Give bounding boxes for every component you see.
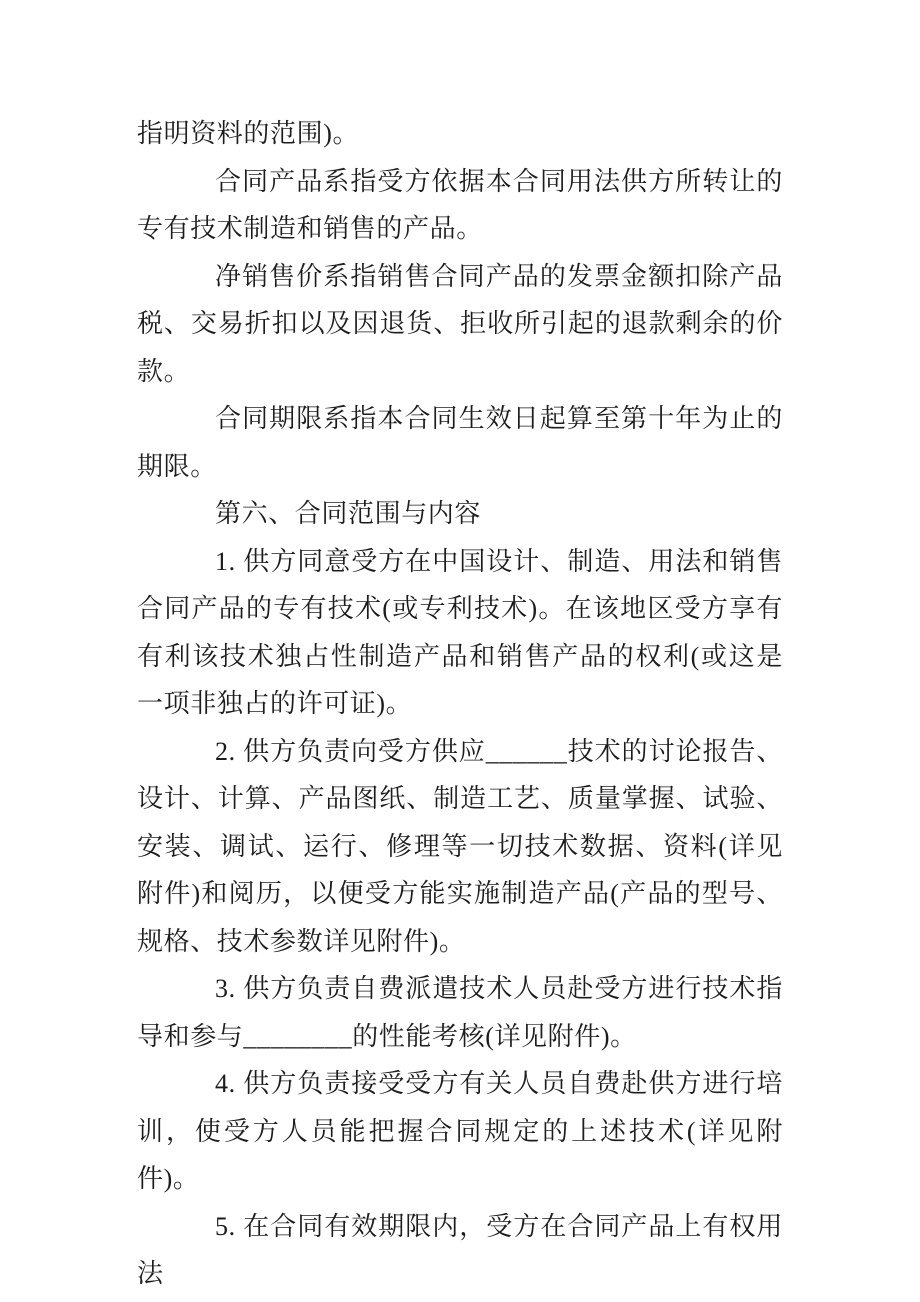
clause-5-partial: 5. 在合同有效期限内，受方在合同产品上有权用法 xyxy=(137,1211,783,1288)
definition-net-selling-price: 净销售价系指销售合同产品的发票金额扣除产品税、交易折扣以及因退货、拒收所引起的退款剩余的价款。 xyxy=(137,261,783,386)
contract-text xyxy=(137,110,783,1298)
clause-2: 2. 供方负责向受方供应______技术的讨论报告、设计、计算、产品图纸、制造工艺、质量掌握、试验、安装、调试、运行、修理等一切技术数据、资料(详见附件)和阅历，以便受方能实施制造产品(产品的型号、规格、技术参数详见附件)。 xyxy=(137,736,783,956)
clause-1: 1. 供方同意受方在中国设计、制造、用法和销售合同产品的专有技术(或专利技术)。在该地区受方享有有利该技术独占性制造产品和销售产品的权利(或这是一项非独占的许可证)。 xyxy=(137,546,783,718)
clause-3: 3. 供方负责自费派遣技术人员赴受方进行技术指导和参与________的性能考核(详见附件)。 xyxy=(137,974,783,1051)
section-heading: 第六、合同范围与内容 xyxy=(215,499,482,528)
definition-contract-product: 合同产品系指受方依据本合同用法供方所转让的专有技术制造和销售的产品。 xyxy=(137,166,783,243)
continuation-line: 指明资料的范围)。 xyxy=(137,119,360,148)
clause-4: 4. 供方负责接受受方有关人员自费赴供方进行培训，使受方人员能把握合同规定的上述技术(详见附件)。 xyxy=(137,1069,783,1193)
definition-contract-term: 合同期限系指本合同生效日起算至第十年为止的期限。 xyxy=(137,404,783,481)
